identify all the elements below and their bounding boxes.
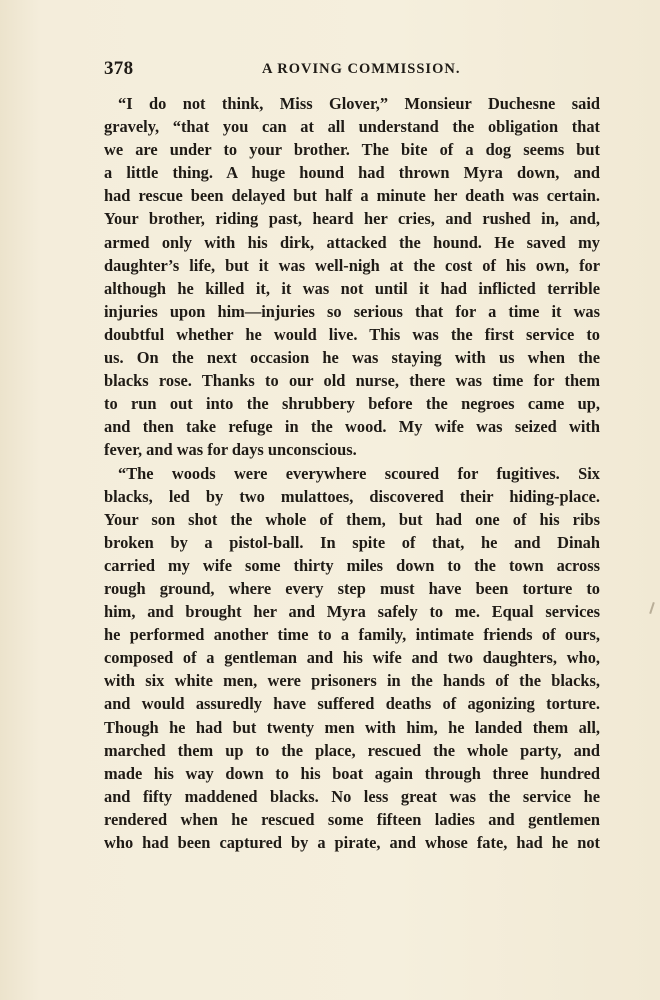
text-line: Your brother, riding past, heard her cries, and rushed in, and, [104, 209, 600, 229]
text-line: with six white men, were prisoners in the hands of the blacks, [104, 671, 600, 691]
running-title: A ROVING COMMISSION. [262, 61, 461, 77]
text-line: a little thing. A huge hound had thrown Myra down, and [104, 163, 600, 183]
text-line: he performed another time to a family, intimate friends of ours, [104, 625, 600, 645]
text-line: daughter’s life, but it was well-nigh at the cost of his own, for [104, 255, 600, 275]
text-line: broken by a pistol-ball. In spite of that, he and Dinah [104, 532, 600, 552]
text-line: who had been captured by a pirate, and whose fate, had he not [104, 833, 600, 852]
text-line: rough ground, where every step must have been torture to [104, 578, 600, 598]
text-line: although he killed it, it was not until it had inflicted terrible [104, 278, 600, 298]
text-line: rendered when he rescued some fifteen ladies and gentlemen [104, 809, 600, 829]
text-line: “The woods were everywhere scoured for fugitives. Six [118, 463, 600, 483]
text-line: and fifty maddened blacks. No less great was the service he [104, 786, 600, 806]
text-line: him, and brought her and Myra safely to me. Equal services [104, 602, 600, 622]
text-line: and then take refuge in the wood. My wife was seized with [104, 417, 600, 437]
text-line: we are under to your brother. The bite of a dog seems but [104, 140, 600, 160]
text-line: “I do not think, Miss Glover,” Monsieur Duchesne said [118, 94, 600, 113]
text-line: Your son shot the whole of them, but had one of his ribs [104, 509, 600, 529]
page-header [104, 58, 600, 84]
paper-speck [649, 602, 655, 614]
text-line: Though he had but twenty men with him, he landed them all, [104, 717, 600, 737]
page-number: 378 [104, 58, 134, 79]
text-line: and would assuredly have suffered deaths of agonizing torture. [104, 694, 600, 714]
text-line: carried my wife some thirty miles down to the town across [104, 555, 600, 575]
body-text [104, 92, 600, 854]
text-line: marched them up to the place, rescued the whole party, and [104, 740, 600, 760]
text-line: composed of a gentleman and his wife and two daughters, who, [104, 648, 600, 668]
text-line: injuries upon him—injuries so serious that for a time it was [104, 301, 600, 321]
text-line: doubtful whether he would live. This was the first service to [104, 324, 600, 344]
text-line: had rescue been delayed but half a minute her death was certain. [104, 186, 600, 206]
text-line: to run out into the shrubbery before the negroes came up, [104, 394, 600, 414]
text-line: armed only with his dirk, attacked the hound. He saved my [104, 232, 600, 252]
text-line: made his way down to his boat again through three hundred [104, 763, 600, 783]
text-line: gravely, “that you can at all understand the obligation that [104, 117, 600, 137]
text-line: us. On the next occasion he was staying with us when the [104, 348, 600, 368]
text-line: blacks rose. Thanks to our old nurse, there was time for them [104, 371, 600, 391]
text-line: blacks, led by two mulattoes, discovered their hiding-place. [104, 486, 600, 506]
text-line: fever, and was for days unconscious. [104, 440, 357, 460]
